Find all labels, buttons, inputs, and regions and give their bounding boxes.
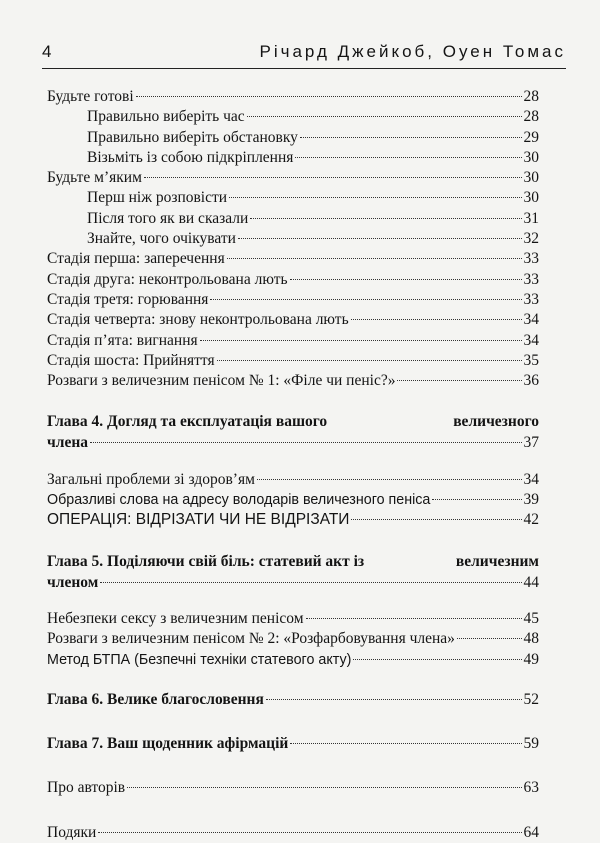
toc-entry-title: Загальні проблеми зі здоров’ям bbox=[47, 470, 255, 488]
header-rule bbox=[42, 68, 566, 69]
page-ref: 48 bbox=[523, 630, 539, 648]
dot-leader bbox=[432, 499, 521, 500]
page-ref: 34 bbox=[523, 331, 539, 349]
page-number: 4 bbox=[42, 42, 52, 61]
toc-entry[interactable] bbox=[47, 371, 539, 391]
toc-entry[interactable] bbox=[47, 107, 539, 127]
toc-entry-title: Образливі слова на адресу володарів величезного пеніса bbox=[47, 492, 431, 509]
chapter-7-heading[interactable] bbox=[47, 734, 539, 754]
page-ref: 28 bbox=[523, 108, 539, 126]
dot-leader bbox=[306, 618, 522, 619]
chapter-title-line2: члена bbox=[47, 434, 88, 452]
toc-entry-title: Стадія друга: неконтрольована лють bbox=[47, 270, 288, 288]
dot-leader bbox=[210, 299, 521, 300]
dot-leader bbox=[90, 442, 522, 443]
toc-entry-title: Перш ніж розповісти bbox=[87, 189, 228, 207]
dot-leader bbox=[250, 218, 521, 219]
page-ref: 34 bbox=[523, 311, 539, 329]
toc-entry-title: Будьте м’яким bbox=[47, 169, 142, 187]
toc-entry-title: Стадія п’ята: вигнання bbox=[47, 331, 198, 349]
toc-entry-title: Розваги з величезним пенісом № 1: «Філе чи пеніс?» bbox=[47, 372, 396, 390]
chapter-4-heading[interactable] bbox=[47, 411, 539, 453]
page-ref: 49 bbox=[523, 650, 539, 668]
dot-leader bbox=[127, 787, 521, 788]
chapter-6-heading[interactable] bbox=[47, 690, 539, 710]
chapter-title-line2: членом bbox=[47, 573, 99, 591]
toc-entry[interactable] bbox=[47, 270, 539, 290]
toc-entry[interactable] bbox=[47, 229, 539, 249]
toc-entry[interactable] bbox=[47, 490, 539, 510]
toc-section-entries bbox=[47, 87, 539, 391]
dot-leader bbox=[98, 832, 521, 833]
chapter-title-line1: Глава 5. Поділяючи свій біль: статевий акт із bbox=[47, 552, 365, 570]
page-ref: 34 bbox=[523, 470, 539, 488]
dot-leader bbox=[200, 340, 522, 341]
toc-entry[interactable] bbox=[47, 188, 539, 208]
dot-leader bbox=[238, 238, 522, 239]
toc-entry-thanks[interactable] bbox=[47, 823, 539, 843]
page-ref: 36 bbox=[523, 372, 539, 390]
page-ref: 32 bbox=[523, 230, 539, 248]
dot-leader bbox=[353, 659, 521, 660]
toc-entry-title: Стадія шоста: Прийняття bbox=[47, 351, 215, 369]
page-ref: 39 bbox=[523, 491, 539, 509]
toc-entry-title: Правильно виберіть обстановку bbox=[87, 128, 298, 146]
toc-entry[interactable] bbox=[47, 290, 539, 310]
dot-leader bbox=[217, 360, 522, 361]
page-ref: 33 bbox=[523, 250, 539, 268]
dot-leader bbox=[397, 380, 521, 381]
toc-entry-title: Небезпеки сексу з величезним пенісом bbox=[47, 609, 304, 627]
dot-leader bbox=[351, 519, 521, 520]
page-ref: 33 bbox=[523, 270, 539, 288]
page-ref: 59 bbox=[523, 735, 539, 753]
page-ref: 30 bbox=[523, 169, 539, 187]
toc-entry-title: Про авторів bbox=[47, 779, 126, 797]
chapter-title-line1-end: величезним bbox=[455, 552, 539, 570]
dot-leader bbox=[136, 96, 522, 97]
toc-entry[interactable] bbox=[47, 629, 539, 649]
toc-entry-title: Будьте готові bbox=[47, 88, 134, 105]
toc-entry-title: Стадія перша: заперечення bbox=[47, 250, 225, 268]
toc-entry[interactable] bbox=[47, 470, 539, 490]
page-ref: 30 bbox=[523, 189, 539, 207]
toc-entry[interactable] bbox=[47, 510, 539, 530]
page-ref: 30 bbox=[523, 148, 539, 166]
dot-leader bbox=[300, 137, 522, 138]
dot-leader bbox=[457, 638, 522, 639]
toc-entry-title: Після того як ви сказали bbox=[87, 209, 249, 227]
toc-entry[interactable] bbox=[47, 351, 539, 371]
dot-leader bbox=[144, 177, 522, 178]
toc-entry[interactable] bbox=[47, 609, 539, 629]
page-ref: 35 bbox=[523, 351, 539, 369]
dot-leader bbox=[351, 319, 522, 320]
running-head-authors: Річард Джейкоб, Оуен Томас bbox=[259, 42, 566, 61]
page-ref: 63 bbox=[523, 779, 539, 797]
page-ref: 29 bbox=[523, 128, 539, 146]
toc-entry-title: Подяки bbox=[47, 823, 97, 841]
toc-entry[interactable] bbox=[47, 249, 539, 269]
chapter-5-heading[interactable] bbox=[47, 551, 539, 593]
page-header bbox=[42, 42, 566, 66]
toc-entry[interactable] bbox=[47, 331, 539, 351]
page-ref: 52 bbox=[523, 690, 539, 708]
toc-entry[interactable] bbox=[47, 209, 539, 229]
page-ref: 31 bbox=[523, 209, 539, 227]
dot-leader bbox=[290, 743, 521, 744]
toc-entry-title: Правильно виберіть час bbox=[87, 108, 245, 126]
toc-entry[interactable] bbox=[47, 87, 539, 107]
page-ref: 37 bbox=[523, 434, 539, 452]
dot-leader bbox=[227, 258, 522, 259]
page-ref: 44 bbox=[523, 573, 539, 591]
toc-entry-title: Метод БТПА (Безпечні техніки статевого акту) bbox=[47, 651, 352, 668]
chapter-title: Глава 6. Велике благословення bbox=[47, 690, 264, 708]
toc-entry[interactable] bbox=[47, 148, 539, 168]
toc-entry-title: Розваги з величезним пенісом № 2: «Розфарбовування члена» bbox=[47, 630, 455, 648]
toc-entry-title: Знайте, чого очікувати bbox=[87, 230, 236, 248]
page-ref: 64 bbox=[523, 823, 539, 841]
chapter-4-entries bbox=[47, 470, 539, 531]
page-ref: 45 bbox=[523, 609, 539, 627]
dot-leader bbox=[247, 116, 522, 117]
chapter-title-line1-end: величезного bbox=[453, 413, 539, 431]
dot-leader bbox=[290, 279, 522, 280]
dot-leader bbox=[295, 157, 521, 158]
chapter-title-line1: Глава 4. Догляд та експлуатація вашого bbox=[47, 413, 328, 431]
toc-entry-about-authors[interactable] bbox=[47, 778, 539, 798]
toc-entry-title: Стадія третя: горювання bbox=[47, 290, 209, 308]
page-ref: 28 bbox=[523, 88, 539, 105]
toc-entry[interactable] bbox=[47, 310, 539, 330]
dot-leader bbox=[229, 197, 521, 198]
page-ref: 42 bbox=[523, 511, 539, 529]
toc-entry-title: Стадія четверта: знову неконтрольована лють bbox=[47, 311, 349, 329]
page-ref: 33 bbox=[523, 290, 539, 308]
toc-entry[interactable] bbox=[47, 168, 539, 188]
toc-entry[interactable] bbox=[47, 650, 539, 670]
toc-entry-title: ОПЕРАЦІЯ: ВІДРІЗАТИ ЧИ НЕ ВІДРІЗАТИ bbox=[47, 511, 350, 529]
table-of-contents bbox=[47, 87, 539, 843]
chapter-5-entries bbox=[47, 609, 539, 670]
dot-leader bbox=[257, 479, 522, 480]
dot-leader bbox=[266, 699, 522, 700]
chapter-title: Глава 7. Ваш щоденник афірмацій bbox=[47, 735, 289, 753]
toc-entry-title: Візьміть із собою підкріплення bbox=[87, 148, 294, 166]
toc-entry[interactable] bbox=[47, 128, 539, 148]
dot-leader bbox=[100, 582, 521, 583]
